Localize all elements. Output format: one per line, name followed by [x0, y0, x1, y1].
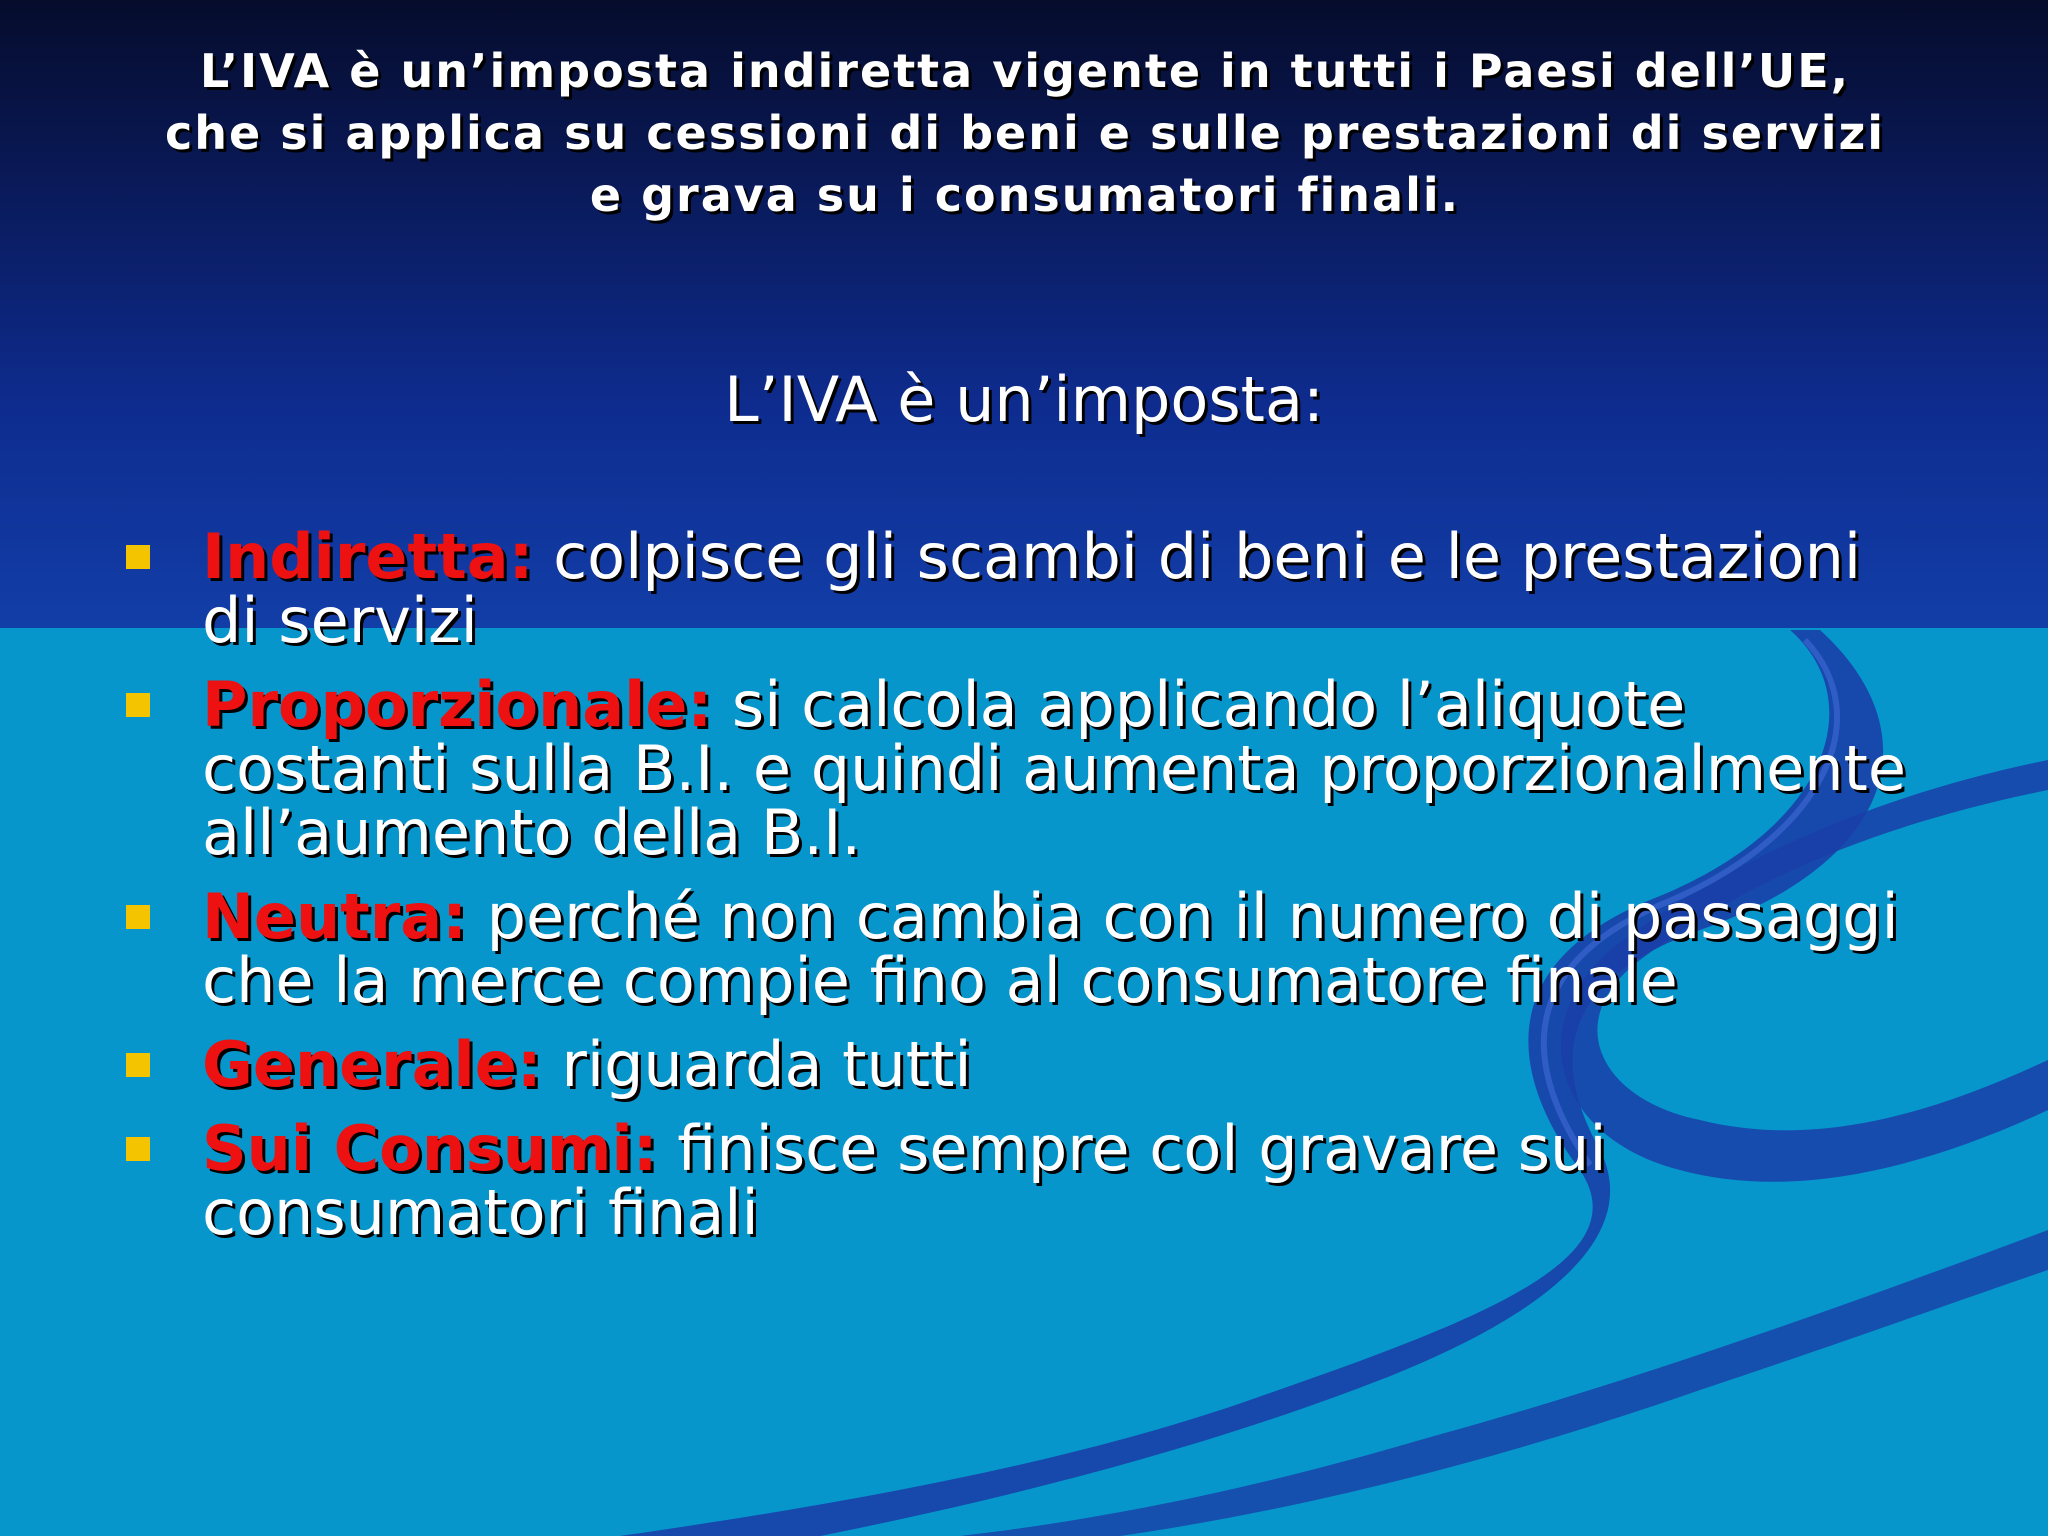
bullet-term: Neutra: [202, 880, 467, 953]
intro-paragraph: L’IVA è un’imposta indiretta vigente in tutti i Paesi dell’UE, che si applica su cessioni di beni e sulle prestazioni di servizi e grava su i consumatori finali. [164, 44, 1886, 222]
bullet-text: finisce sempre col gravare sui consumatori finali [202, 1112, 1607, 1249]
bullet-item-proporzionale [120, 668, 1910, 869]
bullet-text: colpisce gli scambi di beni e le prestazioni di servizi [202, 520, 1862, 657]
bullet-text: perché non cambia con il numero di passaggi che la merce compie fino al consumatore finale [202, 880, 1899, 1017]
bullet-term: Generale: [202, 1028, 542, 1101]
square-bullet-icon [126, 545, 150, 569]
square-bullet-icon [126, 905, 150, 929]
bullet-term: Sui Consumi: [202, 1112, 658, 1185]
bullet-text: riguarda tutti [541, 1028, 972, 1101]
bullet-list [120, 520, 1910, 1265]
square-bullet-icon [126, 1053, 150, 1077]
bullet-term: Indiretta: [202, 520, 534, 593]
bullet-term: Proporzionale: [202, 668, 713, 741]
bullet-text: si calcola applicando l’aliquote costanti sulla B.I. e quindi aumenta proporzionalmente all’aumento della B.I. [202, 668, 1907, 869]
square-bullet-icon [126, 693, 150, 717]
square-bullet-icon [126, 1137, 150, 1161]
slide-heading: L’IVA è un’imposta: [724, 363, 1324, 436]
bullet-item-generale [120, 1028, 1910, 1101]
wave-ribbon-lower [960, 1230, 2048, 1536]
bullet-item-sui-consumi [120, 1112, 1910, 1249]
bullet-item-indiretta [120, 520, 1910, 657]
bullet-item-neutra [120, 880, 1910, 1017]
